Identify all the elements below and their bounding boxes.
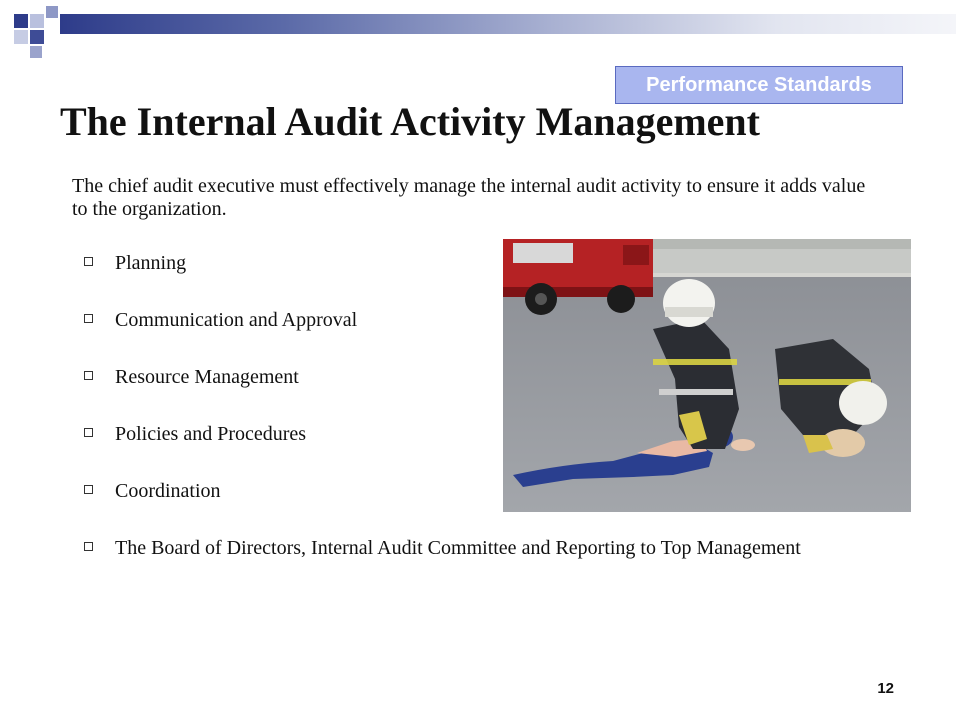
corner-square-dark-2 [30, 30, 44, 44]
top-gradient-bar [60, 14, 956, 34]
corner-square-light-2 [14, 30, 28, 44]
bullet-box-icon [84, 485, 93, 494]
bullet-box-icon [84, 428, 93, 437]
corner-square-mid-1 [46, 6, 58, 18]
bullet-box-icon [84, 257, 93, 266]
bullet-text: Communication and Approval [115, 309, 358, 331]
bullet-text: Resource Management [115, 366, 299, 388]
bullet-box-icon [84, 542, 93, 551]
bullet-box-icon [84, 314, 93, 323]
badge-label: Performance Standards [646, 73, 872, 96]
bullet-text: Planning [115, 252, 187, 274]
intro-paragraph: The chief audit executive must effectively manage the internal audit activity to ensure it adds value to the organization. [72, 175, 866, 220]
corner-square-mid-2 [30, 46, 42, 58]
bullet-text: Coordination [115, 480, 221, 502]
first-aid-photo [503, 239, 911, 512]
bullet-text: Policies and Procedures [115, 423, 307, 445]
corner-square-dark-1 [14, 14, 28, 28]
bullet-text: The Board of Directors, Internal Audit Committee and Reporting to Top Management [115, 537, 801, 559]
bullet-item [84, 537, 864, 559]
page-number: 12 [877, 680, 894, 697]
slide-title: The Internal Audit Activity Management [60, 99, 760, 144]
corner-square-light-1 [30, 14, 44, 28]
bullet-box-icon [84, 371, 93, 380]
